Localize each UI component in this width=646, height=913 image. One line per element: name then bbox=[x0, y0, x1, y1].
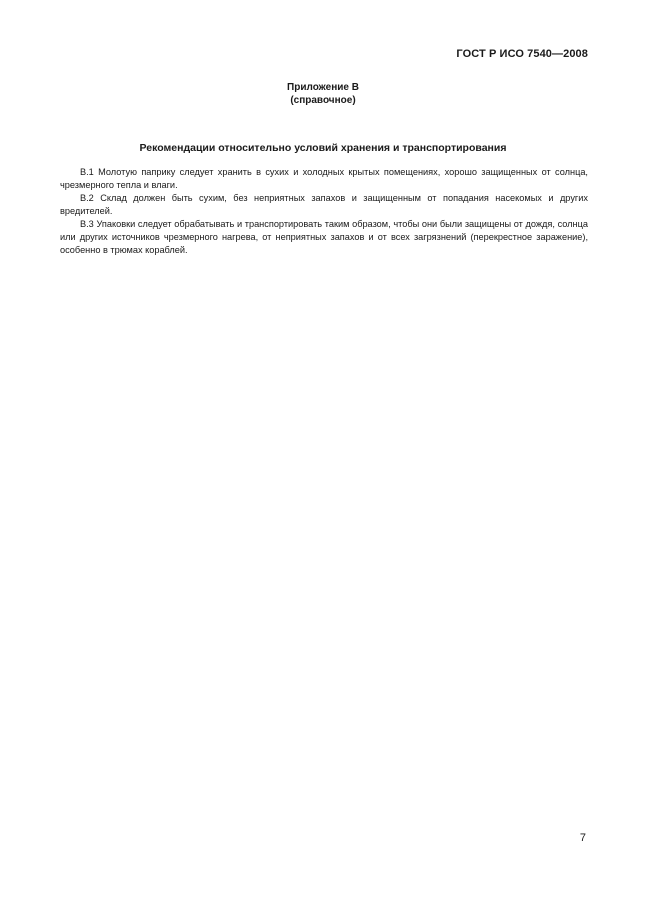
standard-code-header: ГОСТ Р ИСО 7540—2008 bbox=[456, 48, 588, 60]
page-number: 7 bbox=[579, 832, 586, 844]
section-title: Рекомендации относительно условий хранения и транспортирования bbox=[139, 142, 507, 154]
appendix-title: Приложение В bbox=[287, 82, 359, 93]
paragraph-b3: В.3 Упаковки следует обрабатывать и транспортировать таким образом, чтобы они были защищены от дождя, солнца или других источников чрезмерного нагрева, от неприятных запахов и от всех загрязнений (перекрестное заражение), особенно в трюмах кораблей. bbox=[60, 219, 588, 255]
paragraph-b2: В.2 Склад должен быть сухим, без неприятных запахов и защищенным от попадания насекомых и других вредителей. bbox=[60, 193, 588, 216]
body-text bbox=[60, 166, 588, 257]
appendix-heading bbox=[0, 81, 646, 107]
paragraph-b1: В.1 Молотую паприку следует хранить в сухих и холодных крытых помещениях, хорошо защищенных от солнца, чрезмерного тепла и влаги. bbox=[60, 167, 588, 190]
appendix-subtitle: (справочное) bbox=[290, 95, 356, 106]
